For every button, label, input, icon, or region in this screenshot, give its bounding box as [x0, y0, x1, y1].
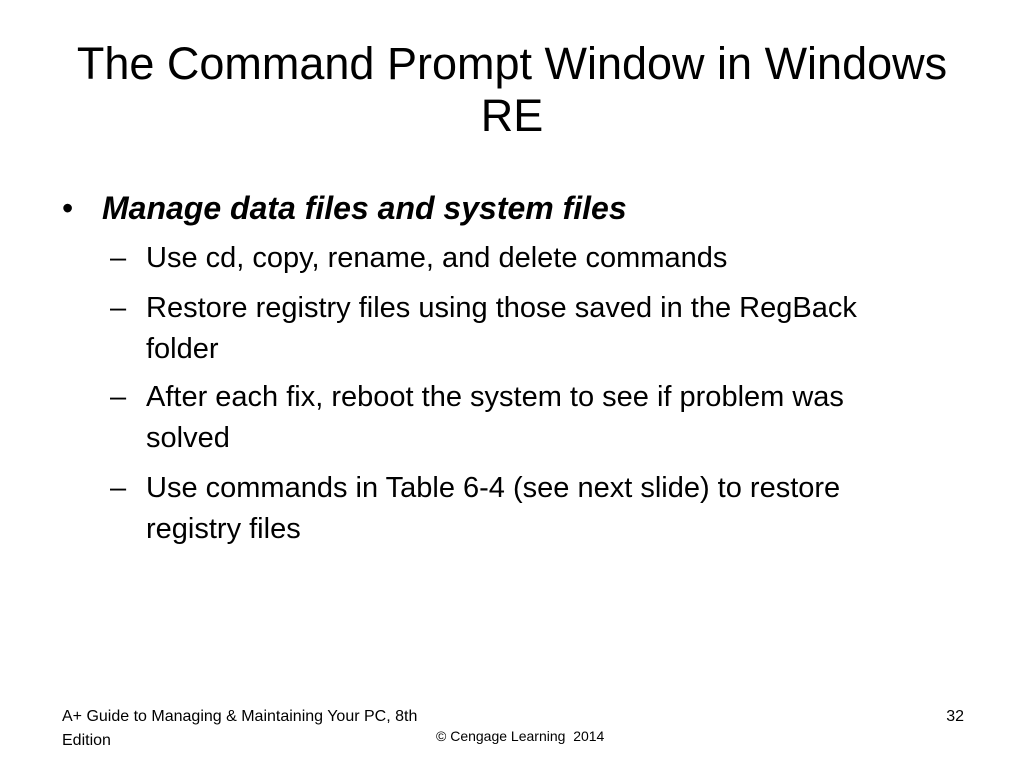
dash-marker: –	[110, 292, 127, 324]
bullet-marker: •	[62, 190, 74, 226]
sub-bullet-text: After each fix, reboot the system to see if problem was solved	[146, 381, 844, 454]
slide-number: 32	[946, 708, 964, 725]
slide-title: The Command Prompt Window in Windows RE	[76, 38, 948, 141]
main-bullet	[62, 186, 627, 230]
sub-bullet-text: Restore registry files using those saved in the RegBack folder	[146, 292, 857, 365]
dash-marker: –	[110, 242, 127, 274]
sub-bullet-1	[110, 238, 910, 279]
sub-bullet-2	[110, 288, 910, 370]
footer-book-title: A+ Guide to Managing & Maintaining Your PC, 8th Edition	[62, 708, 418, 749]
main-bullet-text: Manage data files and system files	[102, 190, 627, 226]
dash-marker: –	[110, 381, 127, 413]
sub-bullet-4	[110, 468, 910, 550]
sub-bullet-3	[110, 377, 910, 459]
sub-bullet-text: Use cd, copy, rename, and delete commands	[146, 242, 728, 274]
footer-copyright: © Cengage Learning 2014	[436, 728, 605, 744]
dash-marker: –	[110, 472, 127, 504]
sub-bullet-text: Use commands in Table 6-4 (see next slide) to restore registry files	[146, 472, 841, 545]
